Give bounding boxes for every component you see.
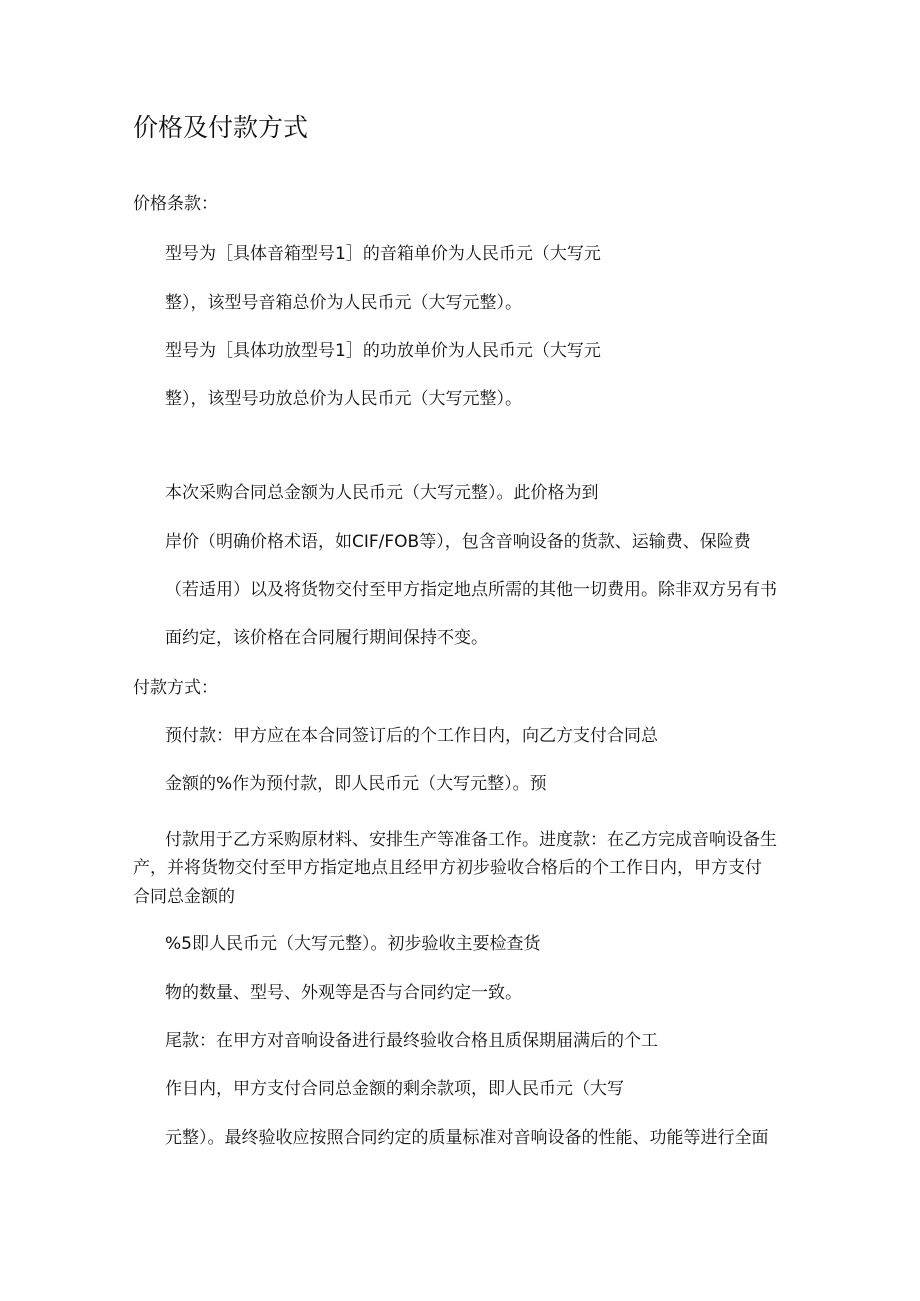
payment-line-1: 预付款：甲方应在本合同签订后的个工作日内，向乙方支付合同总 xyxy=(165,726,658,746)
price-clause-heading: 价格条款： xyxy=(133,194,218,214)
price-line-2: 整），该型号音箱总价为人民币元（大写元整）。 xyxy=(165,293,522,313)
total-line-4: 面约定，该价格在合同履行期间保持不变。 xyxy=(165,628,488,648)
total-line-3: （若适用）以及将货物交付至甲方指定地点所需的其他一切费用。除非双方另有书 xyxy=(165,580,777,600)
payment-line-4: 产，并将货物交付至甲方指定地点且经甲方初步验收合格后的个工作日内，甲方支付 xyxy=(133,858,762,878)
price-line-4: 整），该型号功放总价为人民币元（大写元整）。 xyxy=(165,389,522,409)
document-title: 价格及付款方式 xyxy=(133,113,309,142)
payment-line-9: 作日内，甲方支付合同总金额的剩余款项，即人民币元（大写 xyxy=(165,1079,624,1099)
payment-line-2: 金额的%作为预付款，即人民币元（大写元整）。预 xyxy=(165,774,547,794)
price-line-1: 型号为［具体音箱型号1］的音箱单价为人民币元（大写元 xyxy=(165,244,601,264)
payment-line-7: 物的数量、型号、外观等是否与合同约定一致。 xyxy=(165,983,522,1003)
payment-heading: 付款方式： xyxy=(133,678,218,698)
payment-line-3: 付款用于乙方采购原材料、安排生产等准备工作。进度款：在乙方完成音响设备生 xyxy=(165,830,777,850)
payment-line-6: %5即人民币元（大写元整）。初步验收主要检查货 xyxy=(165,934,541,954)
total-line-2: 岸价（明确价格术语，如CIF/FOB等），包含音响设备的货款、运输费、保险费 xyxy=(165,532,751,552)
total-line-1: 本次采购合同总金额为人民币元（大写元整）。此价格为到 xyxy=(165,483,599,503)
payment-line-10: 元整）。最终验收应按照合同约定的质量标准对音响设备的性能、功能等进行全面 xyxy=(165,1128,769,1148)
payment-line-8: 尾款：在甲方对音响设备进行最终验收合格且质保期届满后的个工 xyxy=(165,1031,658,1051)
price-line-3: 型号为［具体功放型号1］的功放单价为人民币元（大写元 xyxy=(165,341,601,361)
payment-line-5: 合同总金额的 xyxy=(133,887,235,907)
